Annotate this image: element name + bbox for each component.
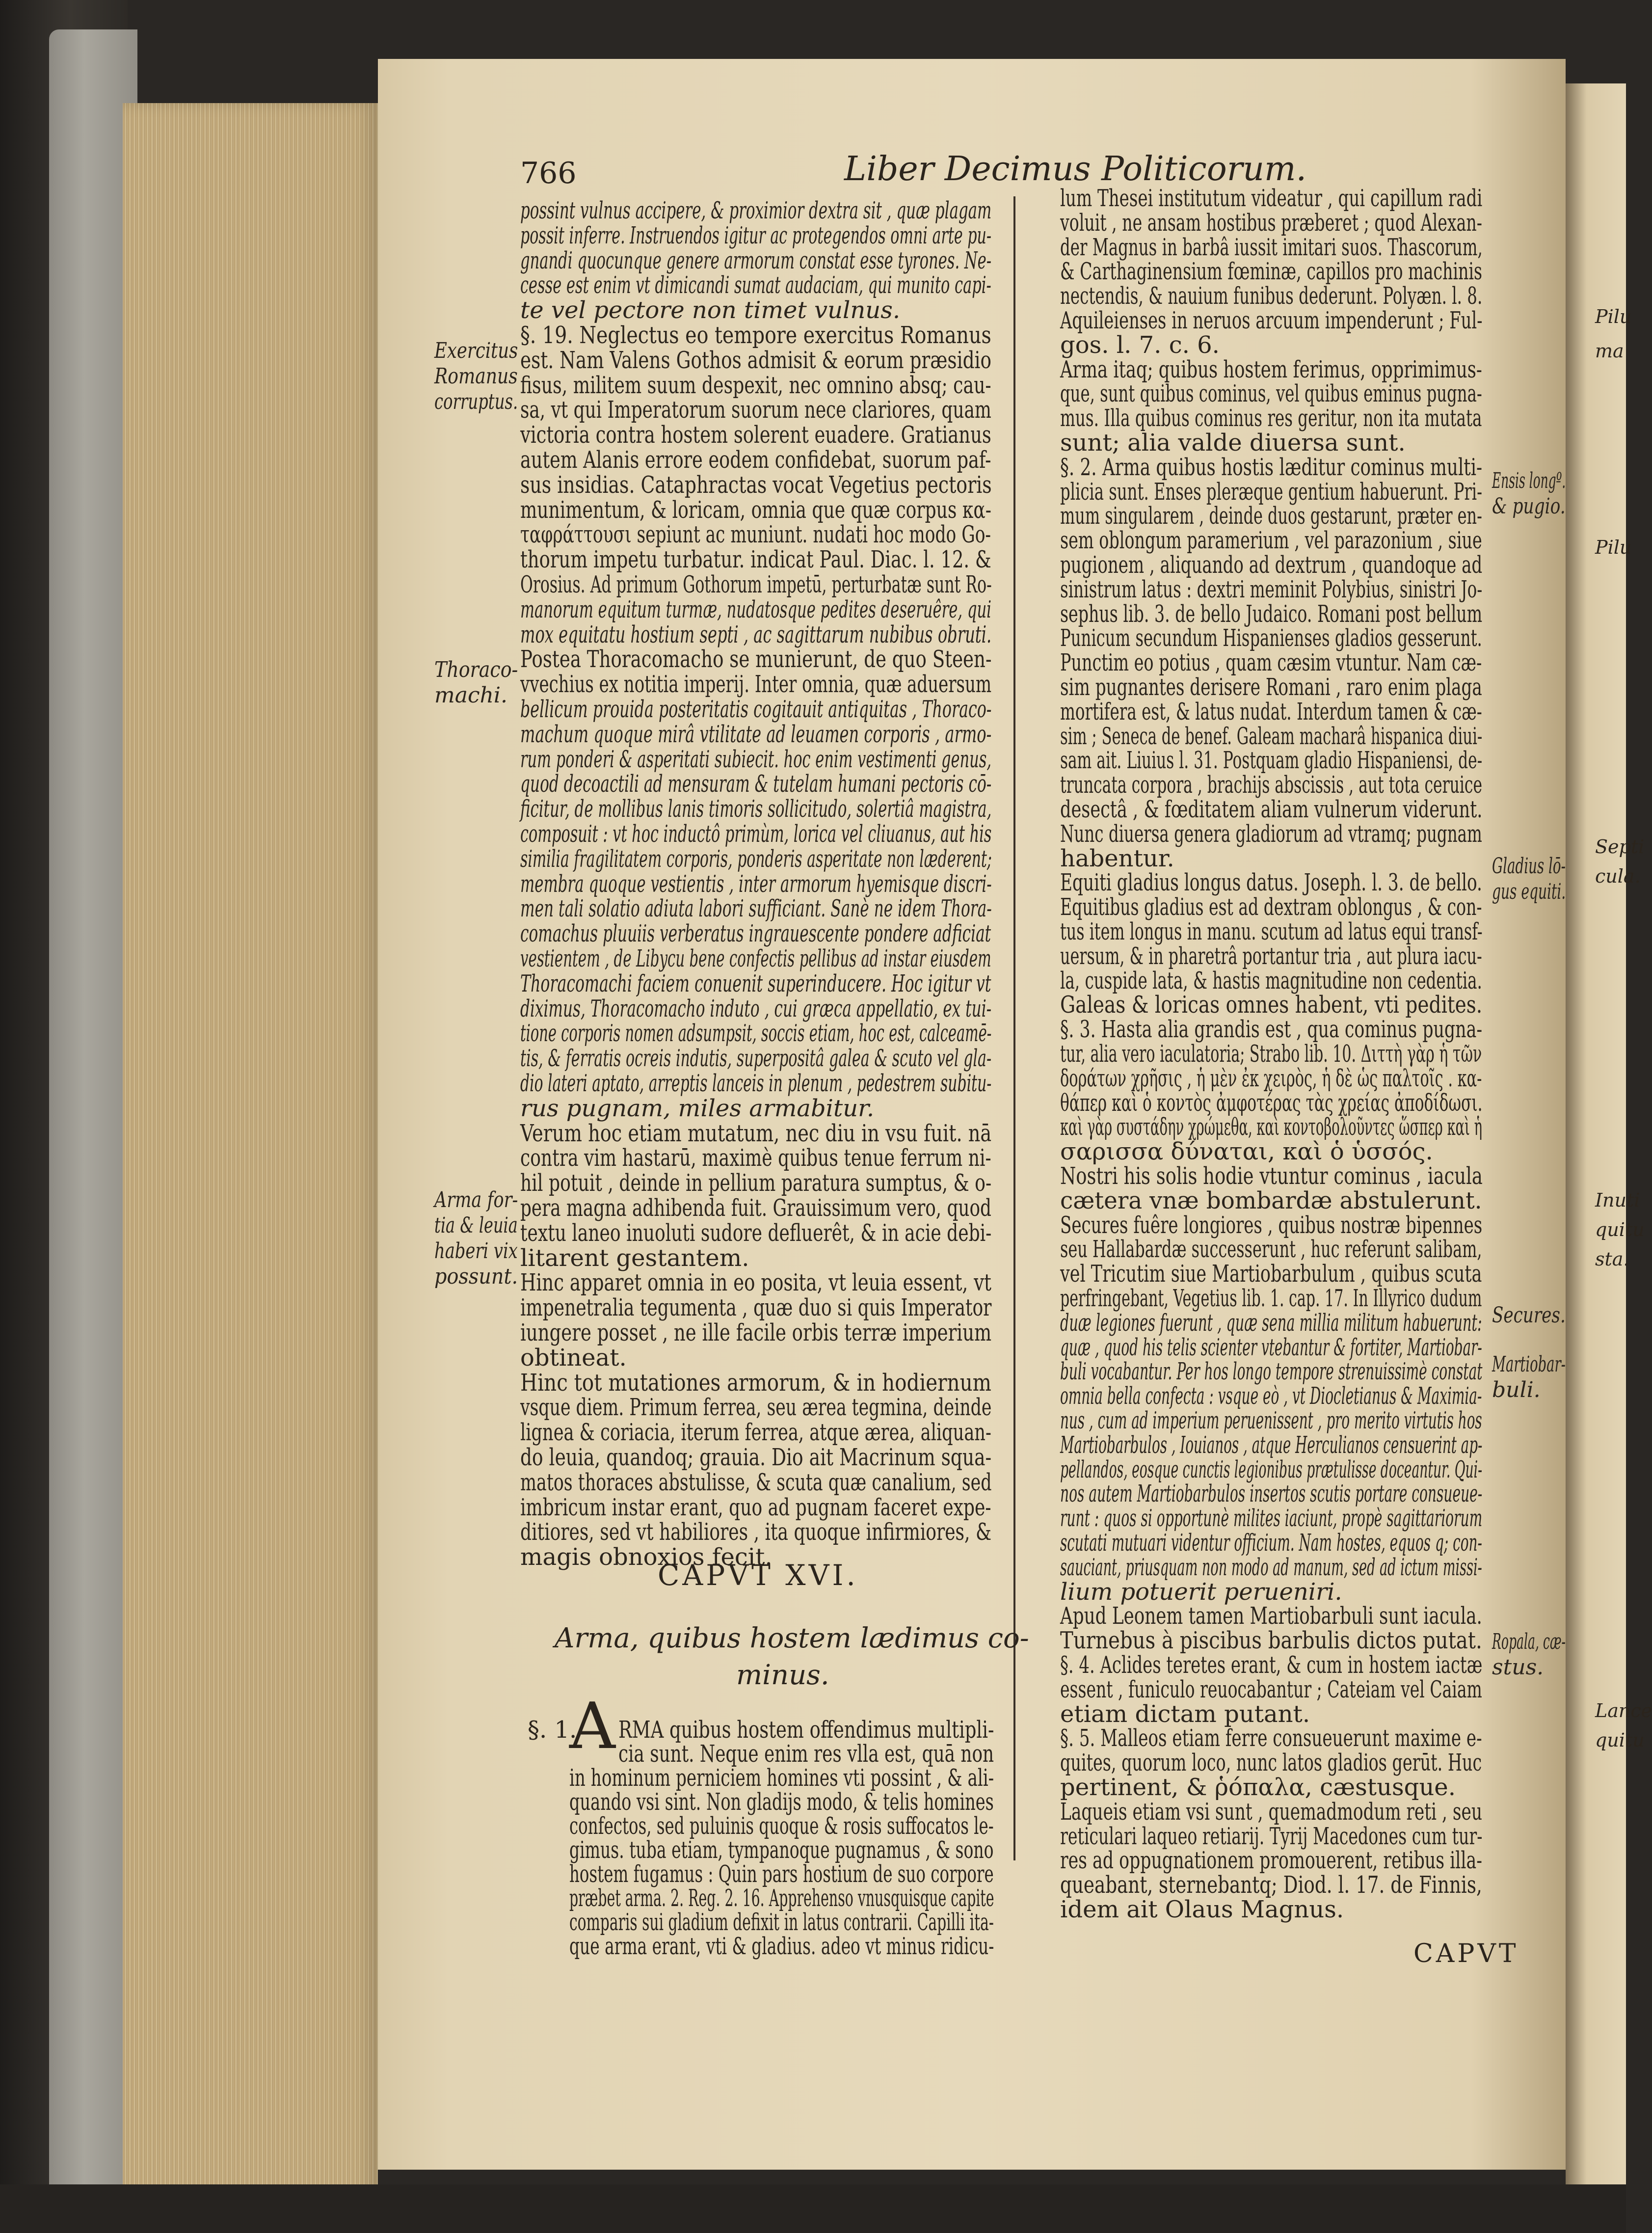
text-line: matos thoraces abstulisse, & scuta quæ canalium, sed (520, 1468, 992, 1496)
text-line: Punicum secundum Hispanienses gladios gesserunt. (1060, 624, 1482, 652)
text-line: Apud Leonem tamen Martiobarbuli sunt iacula. (1060, 1602, 1482, 1630)
margin-note-line: haberi vix (434, 1238, 518, 1264)
text-line: tis, & ferratis ocreis indutis, superpositâ galea & scuto vel gla- (520, 1045, 992, 1073)
text-line: sephus lib. 3. de bello Judaico. Romani post bellum (1060, 600, 1483, 628)
text-line: sunt; alia valde diuersa sunt. (1060, 429, 1406, 457)
text-line: la, cuspide lata, & hastis magnitudine non cedentia. (1060, 967, 1482, 995)
facing-page-fragment: Pilu (1595, 306, 1632, 327)
text-line: καὶ γὰρ συστάδην χρώμεθα, καὶ κοντοβολοῦντες ὥσπερ καὶ ἡ (1060, 1113, 1483, 1141)
text-line: te vel pectore non timet vulnus. (520, 296, 901, 324)
facing-page-fragment: quitu (1595, 1219, 1645, 1240)
margin-note-line: & pugio. (1492, 494, 1566, 519)
text-line: præbet arma. 2. Reg. 2. 16. Apprehenso vnusquisque capite (569, 1884, 994, 1912)
text-line: quites, quorum loco, nunc latos gladios gerūt. Huc (1060, 1749, 1482, 1777)
text-line: membra quoque vestientis , inter armorum hyemisque discri- (520, 870, 992, 898)
text-line: manorum equitum turmæ, nudatosque pedites deseruêre, qui (520, 595, 991, 623)
text-line: res ad oppugnationem promouerent, retibus illa- (1060, 1847, 1482, 1875)
facing-page-fragment: Septi (1595, 836, 1645, 858)
text-line: §. 3. Hasta alia grandis est , qua cominus pugna- (1060, 1016, 1483, 1044)
section-mark: §. 1. (528, 1716, 577, 1744)
margin-note-line: Exercitus (434, 338, 518, 363)
text-line: §. 19. Neglectus eo tempore exercitus Romanus (520, 322, 991, 349)
text-line: Verum hoc etiam mutatum, nec diu in vsu fuit. nā (520, 1119, 992, 1147)
text-line: Orosius. Ad primum Gothorum impetū, perturbatæ sunt Ro- (520, 571, 992, 598)
margin-note-line: Secures. (1492, 1303, 1566, 1328)
facing-page-edge (1566, 83, 1626, 2194)
text-line: θάπερ καὶ ὁ κοντὸς ἀμφοτέρας τὰς χρείας ἀποδίδωσι. (1060, 1089, 1483, 1117)
text-line: Aquileienses in neruos arcuum impenderunt ; Ful- (1060, 307, 1483, 334)
text-line: pera magna adhibenda fuit. Grauissimum vero, quod (520, 1194, 991, 1222)
page-number: 766 (520, 156, 577, 190)
text-line: idem ait Olaus Magnus. (1060, 1896, 1344, 1923)
text-line: quæ , quod his telis scienter vtebantur & fortiter, Martiobar- (1060, 1333, 1482, 1361)
text-line: perfringebant, Vegetius lib. 1. cap. 17. In Illyrico dudum (1060, 1285, 1482, 1312)
text-line: Equiti gladius longus datus. Joseph. l. 3. de bello. (1060, 869, 1482, 897)
facing-page-fragment: quitu (1595, 1729, 1645, 1751)
text-line: mox equitatu hostium septi , ac sagittarum nubibus obruti. (520, 620, 992, 648)
text-line: rum ponderi & asperitati subiecit. hoc enim vestimenti genus, (520, 745, 991, 773)
text-line: que arma erant, vti & gladius. adeo vt minus ridicu- (569, 1933, 994, 1960)
text-line: nectendis, & nauium funibus dederunt. Polyæn. l. 8. (1060, 282, 1483, 310)
margin-note-line: Arma for- (434, 1187, 518, 1212)
text-line: habentur. (1060, 844, 1174, 872)
text-line: mus. Illa quibus cominus res geritur, non ita mutata (1060, 404, 1482, 432)
catchword: CAPVT (1413, 1939, 1519, 1968)
text-line: confectos, sed puluinis quoque & rosis suffocatos le- (569, 1812, 994, 1840)
text-line: tione corporis nomen adsumpsit, soccis etiam, hoc est, calceamē- (520, 1020, 992, 1048)
text-line: diximus, Thoracomacho induto , cui græca appellatio, ex tui- (520, 995, 992, 1022)
text-line: & Carthaginensium fœminæ, capillos pro machinis (1060, 258, 1483, 286)
text-line: nos autem Martiobarbulos insertos scutis portare consueue- (1060, 1480, 1483, 1508)
drop-cap: A (569, 1689, 615, 1763)
text-line: sinistrum latus : dextri meminit Polybius, sinistri Jo- (1060, 575, 1483, 603)
facing-page-fragment: Inuti (1595, 1189, 1640, 1211)
text-line: Nunc diuersa genera gladiorum ad vtramq; pugnam (1060, 820, 1482, 848)
text-line: litarent gestantem. (520, 1244, 749, 1272)
text-line: cia sunt. Neque enim res vlla est, quā non (618, 1740, 994, 1768)
chapter-title-line-2: minus. (736, 1659, 829, 1691)
text-line: vestientem , de Libycu bene confectis pellibus ad instar eiusdem (520, 945, 991, 972)
text-line: hostem fugamus : Quin pars hostium de suo corpore (569, 1860, 994, 1888)
text-line: voluit , ne ansam hostibus præberet ; quod Alexan- (1060, 209, 1482, 237)
chapter-heading: CAPVT XVI. (658, 1559, 858, 1592)
text-line: tur, alia vero iaculatoria; Strabo lib. 10. Διττὴ γὰρ ἡ τῶν (1060, 1040, 1482, 1068)
text-line: δοράτων χρῆσις , ἡ μὲν ἐκ χειρὸς, ἡ δὲ ὡς παλτοῖς . κα- (1060, 1064, 1482, 1092)
text-line: Hinc apparet omnia in eo posita, vt leuia essent, vt (520, 1269, 991, 1297)
facing-page-fragment: Lance (1595, 1700, 1652, 1722)
text-line: magis obnoxios fecit. (520, 1543, 773, 1571)
text-line: lum Thesei institutum videatur , qui capillum radi (1060, 185, 1483, 212)
text-line: gimus. tuba etiam, tympanoque pugnamus , & sono (569, 1836, 994, 1864)
facing-page-fragment: ma (1595, 340, 1624, 362)
text-line: Galeas & loricas omnes habent, vti pedites. (1060, 991, 1483, 1019)
text-line: machum quoque mirâ vtilitate ad leuamen corporis , armo- (520, 720, 992, 748)
text-line: possint vulnus accipere, & proximior dextra sit , quæ plagam (520, 197, 992, 224)
text-line: hil potuit , deinde in pellium paratura sumptus, & o- (520, 1169, 992, 1197)
text-line: sam ait. Liuius l. 31. Postquam gladio Hispaniensi, de- (1060, 747, 1483, 775)
text-line: plicia sunt. Enses pleræque gentium habuerunt. Pri- (1060, 478, 1483, 506)
text-line: similia fragilitatem corporis, ponderis asperitate non læderent; (520, 845, 992, 873)
text-line: etiam dictam putant. (1060, 1700, 1310, 1728)
margin-note-line: Thoraco- (434, 657, 518, 682)
text-line: uersum, & in pharetrâ portantur tria , aut plura iacu- (1060, 942, 1482, 970)
text-line: scutati mutuari videntur officium. Nam hostes, equos q; con- (1060, 1529, 1482, 1557)
text-line: do leuia, quandoq; grauia. Dio ait Macrinum squa- (520, 1444, 992, 1471)
margin-note-line: Romanus (434, 364, 518, 389)
bottom-shadow (0, 2184, 1626, 2233)
text-line: lium potuerit perueniri. (1060, 1578, 1342, 1606)
page-edges (123, 103, 378, 2209)
text-line: vvechius ex notitia imperij. Inter omnia, quæ aduersum (520, 671, 992, 699)
text-line: nus , cum ad imperium peruenissent , pro merito virtutis hos (1060, 1407, 1482, 1434)
text-line: dio lateri aptato, arreptis lanceis in plenum , pedestrem subitu- (520, 1070, 992, 1097)
margin-note-line: Ropala, cæ- (1492, 1629, 1566, 1654)
text-line: Turnebus à piscibus barbulis dictos putat. (1060, 1627, 1482, 1655)
text-line: Postea Thoracomacho se munierunt, de quo Steen- (520, 646, 992, 673)
text-line: gnandi quocunque genere armorum constat esse tyrones. Ne- (520, 246, 992, 274)
text-line: obtineat. (520, 1344, 627, 1372)
text-line: est. Nam Valens Gothos admisit & eorum præsidio (520, 346, 991, 374)
text-line: essent , funiculo reuocabantur ; Cateiam vel Caiam (1060, 1675, 1482, 1703)
text-line: textu laneo inuoluti sudore defluerêt, & in acie debi- (520, 1219, 992, 1247)
text-line: imbricum instar erant, quo ad pugnam faceret expe- (520, 1493, 991, 1521)
text-line: pugionem , aliquando ad dextrum , quandoque ad (1060, 551, 1483, 579)
text-line: queabant, sternebantq; Diod. l. 17. de Finnis, (1060, 1871, 1482, 1899)
facing-page-fragment: sta. (1595, 1248, 1629, 1270)
text-line: Secures fuêre longiores , quibus nostræ bipennes (1060, 1211, 1483, 1239)
text-line: bellicum prouida posteritatis cogitauit antiquitas , Thoraco- (520, 696, 992, 723)
text-line: cesse est enim vt dimicandi sumat audaciam, qui munito capi- (520, 271, 991, 299)
margin-note-line: gus equiti. (1492, 879, 1566, 904)
text-line: truncata corpora , brachijs abscissis , aut tota ceruice (1060, 771, 1483, 799)
facing-page-fragment: Pilu (1595, 537, 1632, 558)
text-line: impenetralia tegumenta , quæ duo si quis Imperator (520, 1294, 992, 1322)
text-line: mum singularem , deinde duos gestarunt, præter en- (1060, 502, 1482, 530)
text-line: runt : quos si opportunè milites iaciunt, propè sagittariorum (1060, 1505, 1483, 1533)
text-line: ficitur, de mollibus lanis timoris sollicitudo, solertiâ magistra, (520, 795, 992, 823)
text-line: lignea & coriacia, iterum ferrea, atque ærea, aliquan- (520, 1419, 991, 1447)
text-line: autem Alanis errore eodem confidebat, suorum paf- (520, 446, 991, 474)
text-line: men tali solatio adiuta labori sufficiant. Sanè ne idem Thora- (520, 895, 992, 923)
text-line: tus item longus in manu. scutum ad latus equi transf- (1060, 918, 1483, 945)
text-line: quod decoactili ad mensuram & tutelam humani pectoris cō- (520, 770, 992, 798)
text-line: sauciant, priusquam non modo ad manum, sed ad ictum missi- (1060, 1553, 1482, 1581)
text-line: reticulari laqueo retiarij. Tyrij Macedones cum tur- (1060, 1822, 1483, 1850)
text-line: §. 4. Aclides teretes erant, & cum in hostem iactæ (1060, 1651, 1483, 1679)
text-line: thorum impetu turbatur. indicat Paul. Diac. l. 12. & (520, 546, 991, 574)
margin-note-line: corruptus. (434, 389, 518, 414)
margin-note-line: Martiobar- (1492, 1352, 1566, 1377)
margin-note-line: stus. (1492, 1655, 1544, 1680)
text-line: quando vsi sint. Non gladijs modo, & telis homines (569, 1788, 994, 1816)
margin-note-line: Ensis longº. (1492, 468, 1566, 493)
text-line: munimentum, & loricam, omnia que quæ corpus κα- (520, 496, 991, 524)
text-line: composuit : vt hoc inductô primùm, lorica vel cliuanus, aut his (520, 820, 992, 848)
text-line: vsque diem. Primum ferrea, seu ærea tegmina, deinde (520, 1394, 992, 1422)
text-line: ditiores, sed vt habiliores , ita quoque infirmiores, & (520, 1518, 992, 1546)
text-line: iungere posset , ne ille facile orbis terræ imperium (520, 1319, 992, 1346)
text-line: possit inferre. Instruendos igitur ac protegendos omni arte pu- (520, 221, 992, 249)
text-line: mortifera est, & latus nudat. Interdum tamen & cæ- (1060, 698, 1482, 726)
margin-note-line: buli. (1492, 1377, 1541, 1402)
text-line: cætera vnæ bombardæ abstulerunt. (1060, 1186, 1482, 1214)
text-line: victoria contra hostem solerent euadere. Gratianus (520, 421, 991, 449)
text-line: rus pugnam, miles armabitur. (520, 1094, 875, 1122)
text-line: vel Tricutim siue Martiobarbulum , quibus scuta (1060, 1260, 1482, 1288)
text-line: gos. l. 7. c. 6. (1060, 331, 1220, 359)
text-line: sim ; Seneca de benef. Galeam macharâ hispanica diui- (1060, 722, 1483, 750)
text-line: Punctim eo potius , quam cæsim vtuntur. Nam cæ- (1060, 649, 1482, 677)
text-line: omnia bella confecta : vsque eò , vt Diocletianus & Maximia- (1060, 1382, 1482, 1410)
text-line: desectâ , & fœditatem aliam vulnerum viderunt. (1060, 796, 1483, 823)
text-line: Thoracomachi faciem conuenit superinducere. Hoc igitur vt (520, 969, 991, 997)
margin-note-line: machi. (434, 683, 507, 708)
text-line: comachus pluuiis verberatus ingrauescente pondere adficiat (520, 920, 991, 948)
text-line: sim pugnantes derisere Romani , raro enim plaga (1060, 673, 1482, 701)
text-line: Arma itaq; quibus hostem ferimus, opprimimus- (1060, 355, 1482, 383)
column-rule (1013, 196, 1015, 1860)
text-line: buli vocabantur. Per hos longo tempore strenuissimè constat (1060, 1358, 1483, 1386)
text-line: §. 2. Arma quibus hostis læditur cominus multi- (1060, 453, 1483, 481)
text-line: Hinc tot mutationes armorum, & in hodiernum (520, 1369, 991, 1397)
margin-note-line: possunt. (434, 1264, 518, 1289)
running-head: Liber Decimus Politicorum. (844, 150, 1307, 188)
chapter-title-line-1: Arma, quibus hostem lædimus co- (555, 1622, 1029, 1654)
text-line: Nostri his solis hodie vtuntur cominus , iacula (1060, 1162, 1483, 1190)
text-line: comparis sui gladium defixit in latus contrarii. Capilli ita- (569, 1909, 994, 1936)
text-line: Equitibus gladius est ad dextram oblongus , & con- (1060, 893, 1482, 921)
text-line: sem oblongum paramerium , vel parazonium , siue (1060, 527, 1482, 555)
margin-note-line: tia & leuia (434, 1213, 518, 1238)
text-line: Martiobarbulos , Iouianos , atque Herculianos censuerint ap- (1060, 1431, 1483, 1459)
text-line: sus insidias. Cataphractas vocat Vegetius pectoris (520, 471, 992, 499)
text-line: σαρισσα δύναται, καὶ ὁ ὑσσός. (1060, 1138, 1433, 1166)
text-line: in hominum perniciem homines vti possint , & ali- (569, 1764, 994, 1792)
text-line: RMA quibus hostem offendimus multipli- (618, 1716, 994, 1744)
text-line: pellandos, eosque cunctis legionibus prætulisse doceantur. Qui- (1060, 1455, 1483, 1483)
text-line: contra vim hastarū, maximè quibus tenue ferrum ni- (520, 1144, 991, 1172)
text-line: fisus, militem suum despexit, nec omnino absq; cau- (520, 371, 991, 399)
text-line: §. 5. Malleos etiam ferre consueuerunt maxime e- (1060, 1724, 1482, 1752)
text-line: que, sunt quibus cominus, vel quibus eminus pugna- (1060, 380, 1482, 408)
text-line: der Magnus in barbâ iussit imitari suos. Thascorum, (1060, 233, 1483, 261)
text-line: ταφράττουσι sepiunt ac muniunt. nudati hoc modo Go- (520, 521, 991, 549)
text-line: sa, vt qui Imperatorum suorum nece clariores, quam (520, 396, 991, 424)
facing-page-fragment: cula. (1595, 865, 1641, 887)
text-line: duæ legiones fuerunt , quæ sena millia militum habuerunt: (1060, 1309, 1482, 1337)
text-line: Laqueis etiam vsi sunt , quemadmodum reti , seu (1060, 1798, 1483, 1826)
margin-note-line: Gladius lō- (1492, 854, 1566, 879)
text-line: pertinent, & ῥόπαλα, cæstusque. (1060, 1774, 1456, 1801)
text-line: seu Hallabardæ successerunt , huc referunt salibam, (1060, 1236, 1482, 1264)
